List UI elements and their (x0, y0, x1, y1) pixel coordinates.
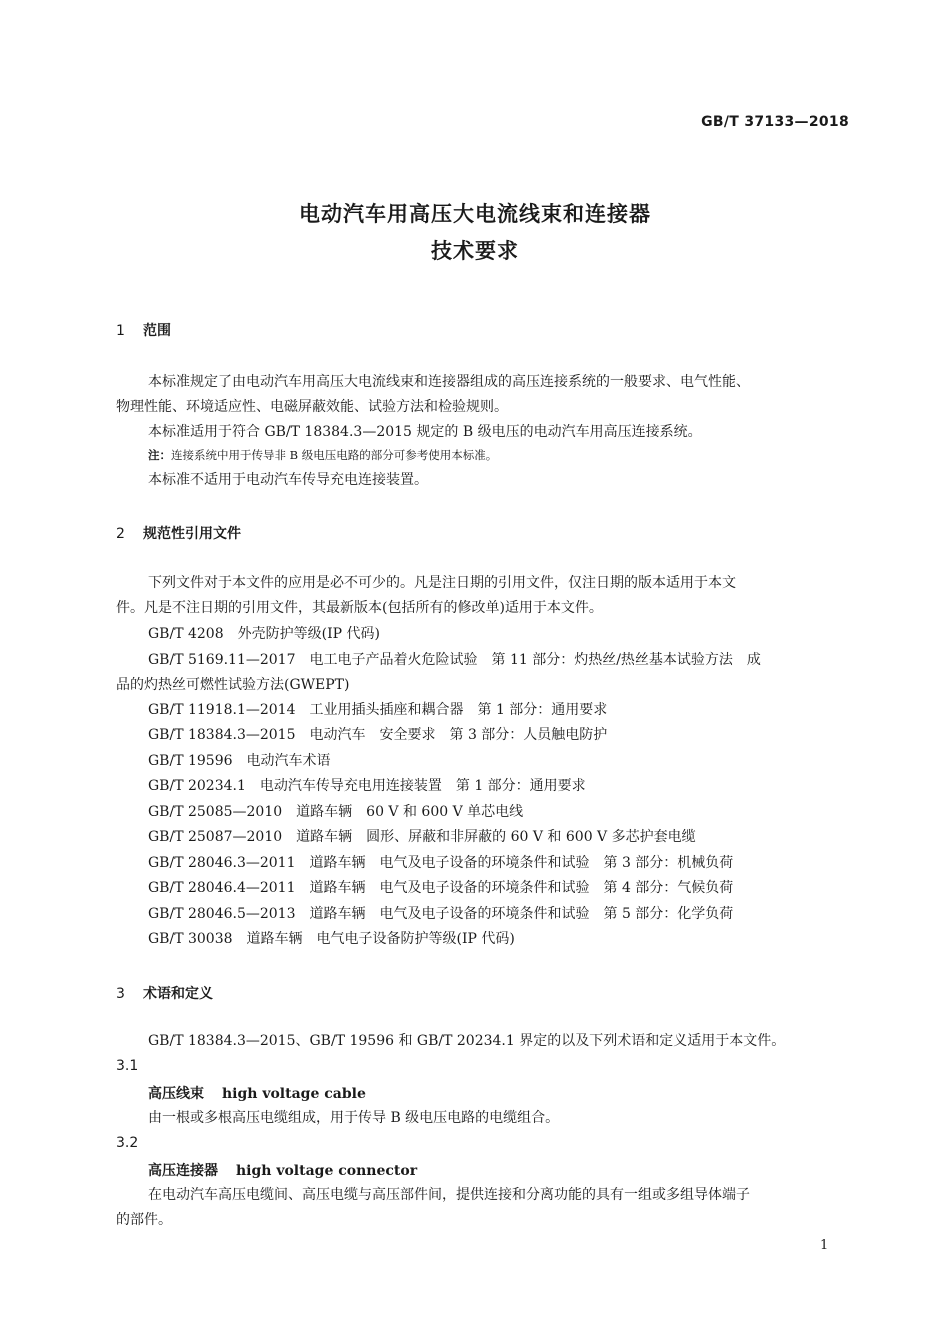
term-definition-line-1: 在电动汽车高压电缆间、高压电缆与高压部件间，提供连接和分离功能的具有一组或多组导体端子 (148, 1187, 750, 1203)
reference-part: 第 3 部分：机械负荷 (603, 855, 734, 871)
reference-code: GB/T 18384.3—2015 (148, 727, 296, 743)
reference-item (148, 800, 523, 825)
reference-code: GB/T 19596 (148, 753, 233, 769)
reference-name: 外壳防护等级(IP 代码) (237, 626, 380, 642)
term-number: 3.2 (116, 1135, 139, 1151)
term-chinese: 高压连接器 (148, 1163, 218, 1179)
reference-item (148, 648, 761, 673)
reference-part: 第 5 部分：化学负荷 (603, 906, 734, 922)
reference-item (148, 723, 607, 748)
section-title: 术语和定义 (143, 986, 213, 1002)
reference-code: GB/T 5169.11—2017 (148, 652, 296, 668)
standard-number: GB/T 37133—2018 (701, 114, 849, 130)
reference-part: 第 1 部分：通用要求 (477, 702, 608, 718)
section-2-intro-line-1: 下列文件对于本文件的应用是必不可少的。凡是注日期的引用文件，仅注日期的版本适用于本文 (148, 575, 736, 591)
reference-item (148, 902, 733, 927)
reference-name: 电工电子产品着火危险试验 (309, 652, 478, 668)
reference-code: GB/T 20234.1 (148, 778, 246, 794)
section-number: 3 (116, 986, 125, 1002)
term-number: 3.1 (116, 1058, 139, 1074)
section-3-heading (116, 983, 213, 1003)
section-2-heading (116, 523, 241, 543)
section-3-intro: GB/T 18384.3—2015、GB/T 19596 和 GB/T 20234.1 界定的以及下列术语和定义适用于本文件。 (148, 1033, 786, 1049)
term-heading (148, 1160, 417, 1180)
note-text: 连接系统中用于传导非 B 级电压电路的部分可参考使用本标准。 (171, 448, 498, 462)
reference-item (148, 825, 696, 850)
reference-part: 第 3 部分：人员触电防护 (449, 727, 608, 743)
reference-item (148, 876, 733, 901)
reference-name: 道路车辆 电气及电子设备的环境条件和试验 (309, 906, 590, 922)
term-chinese: 高压线束 (148, 1086, 204, 1102)
reference-code: GB/T 4208 (148, 626, 224, 642)
section-2-intro-line-2: 件。凡是不注日期的引用文件，其最新版本(包括所有的修改单)适用于本文件。 (116, 600, 603, 616)
reference-code: GB/T 28046.3—2011 (148, 855, 296, 871)
reference-name: 道路车辆 圆形、屏蔽和非屏蔽的 60 V 和 600 V 多芯护套电缆 (296, 829, 696, 845)
section-1-paragraph-2: 本标准适用于符合 GB/T 18384.3—2015 规定的 B 级电压的电动汽车用高压连接系统。 (148, 424, 702, 440)
document-title-line2: 技术要求 (431, 239, 519, 263)
term-english: high voltage cable (222, 1086, 366, 1102)
reference-item (148, 749, 331, 774)
term-english: high voltage connector (236, 1163, 418, 1179)
reference-name: 电动汽车 安全要求 (309, 727, 436, 743)
section-1-paragraph-1-line-1: 本标准规定了由电动汽车用高压大电流线束和连接器组成的高压连接系统的一般要求、电气性能、 (148, 374, 750, 390)
reference-name: 电动汽车传导充电用连接装置 (259, 778, 442, 794)
section-1-heading (116, 320, 171, 340)
reference-part: 第 1 部分：通用要求 (455, 778, 586, 794)
reference-item (148, 622, 380, 647)
reference-code: GB/T 28046.4—2011 (148, 880, 296, 896)
page-number: 1 (820, 1238, 829, 1253)
reference-code: GB/T 25085—2010 (148, 804, 283, 820)
section-1-paragraph-1-line-2: 物理性能、环境适应性、电磁屏蔽效能、试验方法和检验规则。 (116, 399, 508, 415)
reference-item (148, 698, 607, 723)
section-title: 范围 (143, 323, 171, 339)
section-number: 1 (116, 323, 125, 339)
reference-name: 道路车辆 电气电子设备防护等级(IP 代码) (246, 931, 515, 947)
reference-name: 道路车辆 电气及电子设备的环境条件和试验 (309, 855, 590, 871)
section-1-paragraph-3: 本标准不适用于电动汽车传导充电连接装置。 (148, 472, 428, 488)
section-1-note (148, 447, 497, 463)
reference-name: 工业用插头插座和耦合器 (309, 702, 464, 718)
reference-code: GB/T 30038 (148, 931, 233, 947)
reference-part: 第 4 部分：气候负荷 (603, 880, 734, 896)
term-definition: 由一根或多根高压电缆组成，用于传导 B 级电压电路的电缆组合。 (148, 1110, 560, 1126)
reference-name: 电动汽车术语 (246, 753, 331, 769)
reference-continuation: 品的灼热丝可燃性试验方法(GWEPT) (116, 677, 350, 693)
reference-name: 道路车辆 电气及电子设备的环境条件和试验 (309, 880, 590, 896)
document-title-line1: 电动汽车用高压大电流线束和连接器 (299, 202, 651, 226)
reference-code: GB/T 11918.1—2014 (148, 702, 296, 718)
note-label: 注： (148, 448, 171, 462)
reference-item (148, 927, 515, 952)
term-definition-line-2: 的部件。 (116, 1212, 172, 1228)
section-number: 2 (116, 526, 125, 542)
reference-part: 第 11 部分：灼热丝/热丝基本试验方法 成 (491, 652, 761, 668)
term-heading (148, 1083, 366, 1103)
section-title: 规范性引用文件 (143, 526, 241, 542)
reference-code: GB/T 25087—2010 (148, 829, 283, 845)
reference-code: GB/T 28046.5—2013 (148, 906, 296, 922)
reference-name: 道路车辆 60 V 和 600 V 单芯电线 (296, 804, 524, 820)
reference-item (148, 774, 586, 799)
reference-item (148, 851, 733, 876)
